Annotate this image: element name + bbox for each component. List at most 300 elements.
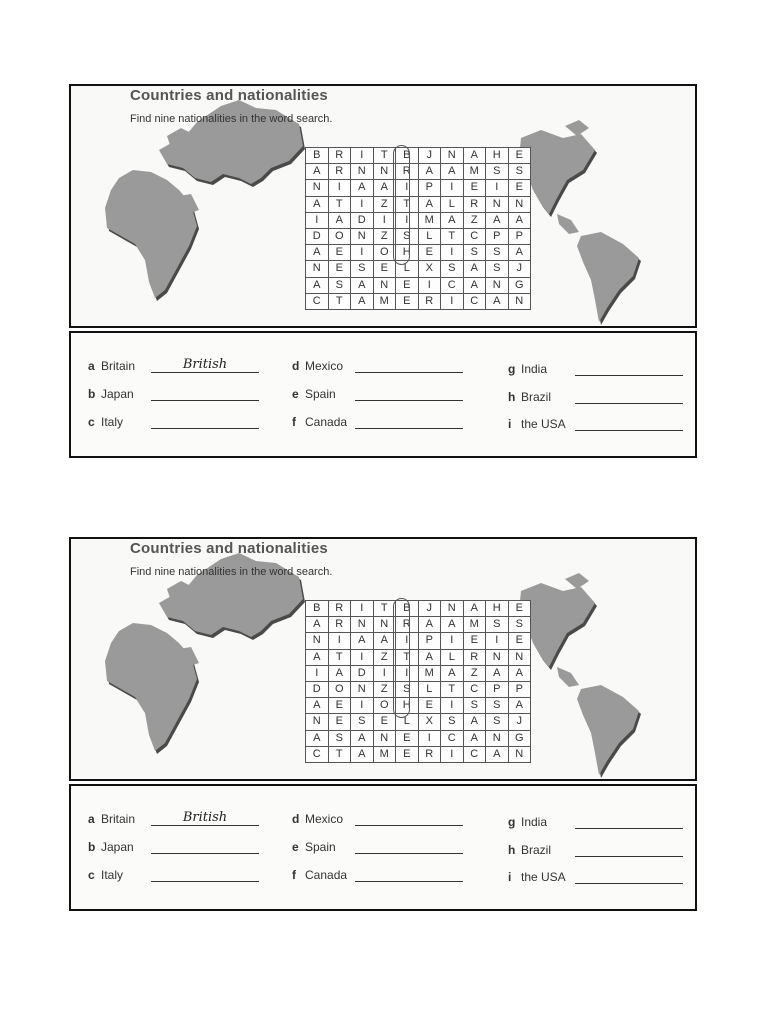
grid-cell[interactable]: P bbox=[418, 633, 441, 649]
grid-row bbox=[306, 212, 531, 228]
grid-cell[interactable]: A bbox=[486, 746, 509, 762]
grid-cell[interactable]: C bbox=[306, 293, 329, 309]
grid-cell[interactable]: E bbox=[328, 698, 351, 714]
grid-cell[interactable]: T bbox=[441, 228, 464, 244]
grid-cell[interactable]: N bbox=[486, 649, 509, 665]
grid-cell[interactable]: A bbox=[373, 633, 396, 649]
grid-cell[interactable]: A bbox=[441, 212, 464, 228]
grid-cell[interactable]: A bbox=[441, 164, 464, 180]
grid-cell[interactable]: S bbox=[351, 714, 374, 730]
grid-cell[interactable]: N bbox=[508, 293, 531, 309]
grid-cell[interactable]: E bbox=[396, 730, 419, 746]
grid-cell[interactable]: L bbox=[441, 649, 464, 665]
grid-cell[interactable]: I bbox=[373, 212, 396, 228]
grid-cell[interactable]: O bbox=[373, 245, 396, 261]
grid-cell[interactable]: A bbox=[351, 180, 374, 196]
question-country: Brazil bbox=[521, 843, 552, 857]
grid-cell[interactable]: P bbox=[486, 681, 509, 697]
grid-cell[interactable]: I bbox=[351, 196, 374, 212]
grid-cell[interactable]: A bbox=[463, 277, 486, 293]
grid-cell[interactable]: A bbox=[306, 649, 329, 665]
grid-row bbox=[306, 164, 531, 180]
grid-cell[interactable]: H bbox=[396, 245, 419, 261]
grid-cell[interactable]: E bbox=[508, 633, 531, 649]
grid-cell[interactable]: J bbox=[508, 261, 531, 277]
question-country: Mexico bbox=[305, 359, 344, 373]
worksheet-top bbox=[69, 84, 697, 458]
grid-cell[interactable]: E bbox=[418, 245, 441, 261]
grid-cell[interactable]: T bbox=[328, 293, 351, 309]
grid-cell[interactable]: S bbox=[396, 228, 419, 244]
grid-cell[interactable]: A bbox=[508, 698, 531, 714]
grid-cell[interactable]: G bbox=[508, 277, 531, 293]
question-the-usa bbox=[508, 869, 683, 884]
grid-cell[interactable]: B bbox=[396, 148, 419, 164]
grid-cell[interactable]: N bbox=[441, 601, 464, 617]
grid-cell[interactable]: A bbox=[306, 698, 329, 714]
grid-cell[interactable]: S bbox=[486, 617, 509, 633]
grid-cell[interactable]: E bbox=[396, 277, 419, 293]
question-britain bbox=[88, 811, 259, 826]
grid-cell[interactable]: I bbox=[396, 665, 419, 681]
grid-cell[interactable]: E bbox=[418, 698, 441, 714]
question-letter: e bbox=[292, 840, 299, 854]
grid-cell[interactable]: B bbox=[306, 148, 329, 164]
grid-cell[interactable]: S bbox=[463, 245, 486, 261]
grid-cell[interactable]: N bbox=[351, 164, 374, 180]
grid-cell[interactable]: A bbox=[306, 277, 329, 293]
answer-blank[interactable] bbox=[355, 867, 463, 882]
grid-cell[interactable]: A bbox=[508, 245, 531, 261]
question-letter: b bbox=[88, 840, 96, 854]
grid-cell[interactable]: P bbox=[486, 228, 509, 244]
grid-row bbox=[306, 617, 531, 633]
grid-row bbox=[306, 649, 531, 665]
grid-cell[interactable]: N bbox=[508, 649, 531, 665]
question-country: India bbox=[521, 362, 548, 376]
grid-cell[interactable]: E bbox=[328, 714, 351, 730]
grid-cell[interactable]: R bbox=[463, 196, 486, 212]
answer-blank[interactable] bbox=[151, 414, 259, 429]
grid-cell[interactable]: A bbox=[486, 293, 509, 309]
grid-cell[interactable]: S bbox=[441, 714, 464, 730]
grid-cell[interactable]: O bbox=[328, 681, 351, 697]
grid-cell[interactable]: M bbox=[373, 293, 396, 309]
grid-cell[interactable]: S bbox=[486, 698, 509, 714]
grid-cell[interactable]: L bbox=[441, 196, 464, 212]
grid-cell[interactable]: A bbox=[418, 649, 441, 665]
grid-cell[interactable]: S bbox=[486, 245, 509, 261]
answer-blank[interactable] bbox=[355, 839, 463, 854]
question-letter: f bbox=[292, 415, 296, 429]
grid-cell[interactable]: A bbox=[373, 180, 396, 196]
answer-blank[interactable] bbox=[355, 414, 463, 429]
grid-cell[interactable]: A bbox=[351, 746, 374, 762]
grid-row bbox=[306, 633, 531, 649]
grid-cell[interactable]: J bbox=[418, 148, 441, 164]
word-search-panel bbox=[69, 537, 697, 781]
grid-cell[interactable]: A bbox=[306, 730, 329, 746]
question-country: Japan bbox=[101, 840, 134, 854]
grid-cell[interactable]: M bbox=[463, 617, 486, 633]
grid-cell[interactable]: T bbox=[441, 681, 464, 697]
grid-cell[interactable]: R bbox=[328, 164, 351, 180]
question-japan bbox=[88, 386, 259, 401]
grid-cell[interactable]: R bbox=[463, 649, 486, 665]
grid-cell[interactable]: E bbox=[463, 633, 486, 649]
grid-cell[interactable]: N bbox=[306, 180, 329, 196]
question-japan bbox=[88, 839, 259, 854]
question-country: Canada bbox=[305, 868, 348, 882]
grid-cell[interactable]: S bbox=[508, 164, 531, 180]
grid-cell[interactable]: A bbox=[418, 164, 441, 180]
question-mexico bbox=[292, 811, 463, 826]
grid-cell[interactable]: T bbox=[373, 148, 396, 164]
grid-cell[interactable]: S bbox=[441, 261, 464, 277]
grid-cell[interactable]: T bbox=[396, 649, 419, 665]
question-letter: i bbox=[508, 417, 512, 431]
grid-cell[interactable]: A bbox=[328, 212, 351, 228]
question-letter: c bbox=[88, 415, 95, 429]
grid-cell[interactable]: I bbox=[351, 601, 374, 617]
grid-cell[interactable]: C bbox=[463, 746, 486, 762]
question-country: Canada bbox=[305, 415, 348, 429]
grid-cell[interactable]: I bbox=[441, 180, 464, 196]
grid-cell[interactable]: I bbox=[396, 633, 419, 649]
question-letter: c bbox=[88, 868, 95, 882]
question-country: Brazil bbox=[521, 390, 552, 404]
grid-cell[interactable]: A bbox=[306, 196, 329, 212]
grid-row bbox=[306, 698, 531, 714]
grid-cell[interactable]: S bbox=[396, 681, 419, 697]
grid-cell[interactable]: D bbox=[306, 681, 329, 697]
question-letter: g bbox=[508, 815, 516, 829]
answer-blank[interactable]: British bbox=[151, 358, 259, 373]
question-letter: d bbox=[292, 812, 300, 826]
grid-cell[interactable]: A bbox=[351, 277, 374, 293]
grid-cell[interactable]: S bbox=[328, 730, 351, 746]
grid-cell[interactable]: L bbox=[396, 261, 419, 277]
grid-cell[interactable]: I bbox=[441, 245, 464, 261]
answer-blank[interactable] bbox=[151, 386, 259, 401]
grid-row bbox=[306, 730, 531, 746]
grid-cell[interactable]: D bbox=[306, 228, 329, 244]
grid-cell[interactable]: R bbox=[328, 601, 351, 617]
grid-cell[interactable]: N bbox=[373, 730, 396, 746]
grid-cell[interactable]: C bbox=[441, 277, 464, 293]
grid-cell[interactable]: D bbox=[351, 665, 374, 681]
grid-cell[interactable]: A bbox=[306, 164, 329, 180]
question-letter: a bbox=[88, 812, 95, 826]
question-india bbox=[508, 361, 683, 376]
grid-cell[interactable]: I bbox=[441, 746, 464, 762]
question-letter: g bbox=[508, 362, 516, 376]
grid-cell[interactable]: E bbox=[396, 746, 419, 762]
question-italy bbox=[88, 867, 259, 882]
grid-cell[interactable]: X bbox=[418, 261, 441, 277]
grid-cell[interactable]: H bbox=[486, 148, 509, 164]
grid-cell[interactable]: C bbox=[463, 228, 486, 244]
grid-cell[interactable]: C bbox=[463, 293, 486, 309]
grid-cell[interactable]: S bbox=[486, 164, 509, 180]
question-letter: e bbox=[292, 387, 299, 401]
question-letter: i bbox=[508, 870, 512, 884]
answer-blank[interactable]: British bbox=[151, 811, 259, 826]
grid-row bbox=[306, 148, 531, 164]
grid-cell[interactable]: S bbox=[508, 617, 531, 633]
grid-cell[interactable]: O bbox=[373, 698, 396, 714]
grid-cell[interactable]: L bbox=[418, 228, 441, 244]
grid-cell[interactable]: J bbox=[418, 601, 441, 617]
question-country: the USA bbox=[521, 870, 566, 884]
grid-cell[interactable]: Z bbox=[373, 649, 396, 665]
answer-blank[interactable] bbox=[575, 416, 683, 431]
grid-cell[interactable]: T bbox=[396, 196, 419, 212]
grid-cell[interactable]: A bbox=[463, 714, 486, 730]
grid-cell[interactable]: A bbox=[351, 730, 374, 746]
grid-cell[interactable]: E bbox=[396, 293, 419, 309]
worksheet-instruction: Find nine nationalities in the word search. bbox=[130, 113, 333, 125]
grid-row bbox=[306, 261, 531, 277]
grid-cell[interactable]: E bbox=[508, 180, 531, 196]
answer-blank[interactable] bbox=[355, 811, 463, 826]
grid-cell[interactable]: S bbox=[351, 261, 374, 277]
grid-row bbox=[306, 196, 531, 212]
grid-cell[interactable]: B bbox=[396, 601, 419, 617]
answer-blank[interactable] bbox=[575, 361, 683, 376]
grid-cell[interactable]: I bbox=[418, 730, 441, 746]
grid-cell[interactable]: N bbox=[486, 277, 509, 293]
grid-cell[interactable]: T bbox=[328, 196, 351, 212]
question-country: Italy bbox=[101, 868, 124, 882]
grid-cell[interactable]: B bbox=[306, 601, 329, 617]
grid-cell[interactable]: M bbox=[373, 746, 396, 762]
grid-cell[interactable]: R bbox=[418, 746, 441, 762]
question-italy bbox=[88, 414, 259, 429]
grid-row bbox=[306, 746, 531, 762]
grid-row bbox=[306, 601, 531, 617]
grid-cell[interactable]: A bbox=[463, 601, 486, 617]
grid-cell[interactable]: R bbox=[396, 164, 419, 180]
grid-cell[interactable]: I bbox=[418, 277, 441, 293]
grid-cell[interactable]: N bbox=[373, 164, 396, 180]
grid-cell[interactable]: H bbox=[486, 601, 509, 617]
grid-cell[interactable]: I bbox=[306, 665, 329, 681]
grid-cell[interactable]: T bbox=[328, 649, 351, 665]
grid-cell[interactable]: S bbox=[486, 714, 509, 730]
grid-cell[interactable]: Z bbox=[373, 681, 396, 697]
question-canada bbox=[292, 414, 463, 429]
grid-cell[interactable]: E bbox=[328, 245, 351, 261]
grid-cell[interactable]: T bbox=[373, 601, 396, 617]
question-country: Spain bbox=[305, 387, 336, 401]
grid-cell[interactable]: M bbox=[418, 212, 441, 228]
grid-cell[interactable]: N bbox=[373, 617, 396, 633]
grid-cell[interactable]: N bbox=[441, 148, 464, 164]
question-brazil bbox=[508, 842, 683, 857]
grid-cell[interactable]: N bbox=[306, 714, 329, 730]
grid-cell[interactable]: A bbox=[441, 617, 464, 633]
worksheet-instruction: Find nine nationalities in the word search. bbox=[130, 566, 333, 578]
grid-cell[interactable]: Z bbox=[373, 196, 396, 212]
grid-cell[interactable]: T bbox=[328, 746, 351, 762]
grid-cell[interactable]: N bbox=[306, 261, 329, 277]
answer-blank[interactable] bbox=[151, 839, 259, 854]
grid-row bbox=[306, 180, 531, 196]
grid-cell[interactable]: N bbox=[373, 277, 396, 293]
grid-cell[interactable]: N bbox=[306, 633, 329, 649]
grid-cell[interactable]: S bbox=[463, 698, 486, 714]
grid-cell[interactable]: J bbox=[508, 714, 531, 730]
answer-blank[interactable] bbox=[575, 842, 683, 857]
grid-cell[interactable]: E bbox=[508, 601, 531, 617]
grid-cell[interactable]: I bbox=[351, 649, 374, 665]
answer-panel bbox=[69, 331, 697, 458]
grid-cell[interactable]: N bbox=[486, 196, 509, 212]
worksheet-title: Countries and nationalities bbox=[130, 87, 328, 104]
grid-cell[interactable]: R bbox=[328, 617, 351, 633]
worksheet-bottom bbox=[69, 537, 697, 911]
question-india bbox=[508, 814, 683, 829]
question-country: the USA bbox=[521, 417, 566, 431]
grid-cell[interactable]: A bbox=[486, 212, 509, 228]
grid-cell[interactable]: I bbox=[373, 665, 396, 681]
grid-cell[interactable]: I bbox=[328, 633, 351, 649]
grid-cell[interactable]: E bbox=[328, 261, 351, 277]
answer-blank[interactable] bbox=[575, 869, 683, 884]
answer-panel bbox=[69, 784, 697, 911]
grid-cell[interactable]: I bbox=[351, 698, 374, 714]
grid-cell[interactable]: M bbox=[418, 665, 441, 681]
grid-cell[interactable]: A bbox=[508, 212, 531, 228]
grid-cell[interactable]: D bbox=[351, 212, 374, 228]
grid-cell[interactable]: I bbox=[441, 293, 464, 309]
grid-cell[interactable]: S bbox=[328, 277, 351, 293]
grid-cell[interactable]: M bbox=[463, 164, 486, 180]
grid-cell[interactable]: I bbox=[351, 245, 374, 261]
grid-cell[interactable]: A bbox=[418, 196, 441, 212]
grid-cell[interactable]: I bbox=[306, 212, 329, 228]
question-letter: h bbox=[508, 843, 516, 857]
grid-cell[interactable]: A bbox=[328, 665, 351, 681]
question-letter: a bbox=[88, 359, 95, 373]
grid-cell[interactable]: E bbox=[373, 714, 396, 730]
grid-cell[interactable]: N bbox=[351, 617, 374, 633]
grid-cell[interactable]: C bbox=[306, 746, 329, 762]
grid-cell[interactable]: S bbox=[486, 261, 509, 277]
question-britain bbox=[88, 358, 259, 373]
grid-cell[interactable]: G bbox=[508, 730, 531, 746]
grid-cell[interactable]: C bbox=[441, 730, 464, 746]
question-letter: f bbox=[292, 868, 296, 882]
grid-cell[interactable]: E bbox=[373, 261, 396, 277]
grid-row bbox=[306, 277, 531, 293]
grid-cell[interactable]: A bbox=[418, 617, 441, 633]
question-letter: h bbox=[508, 390, 516, 404]
grid-cell[interactable]: R bbox=[418, 293, 441, 309]
answer-blank[interactable] bbox=[151, 867, 259, 882]
grid-cell[interactable]: Z bbox=[463, 665, 486, 681]
question-country: India bbox=[521, 815, 548, 829]
question-the-usa bbox=[508, 416, 683, 431]
grid-cell[interactable]: A bbox=[306, 245, 329, 261]
question-country: Britain bbox=[101, 359, 136, 373]
grid-cell[interactable]: P bbox=[508, 681, 531, 697]
grid-cell[interactable]: H bbox=[396, 698, 419, 714]
question-country: Japan bbox=[101, 387, 134, 401]
grid-cell[interactable]: I bbox=[396, 212, 419, 228]
question-country: Spain bbox=[305, 840, 336, 854]
grid-cell[interactable]: I bbox=[441, 633, 464, 649]
answer-blank[interactable] bbox=[575, 814, 683, 829]
grid-cell[interactable]: N bbox=[351, 681, 374, 697]
grid-cell[interactable]: A bbox=[486, 665, 509, 681]
grid-cell[interactable]: C bbox=[463, 681, 486, 697]
grid-cell[interactable]: N bbox=[351, 228, 374, 244]
grid-row bbox=[306, 228, 531, 244]
grid-cell[interactable]: A bbox=[351, 633, 374, 649]
word-search-grid bbox=[305, 147, 531, 310]
grid-cell[interactable]: A bbox=[463, 148, 486, 164]
question-letter: b bbox=[88, 387, 96, 401]
grid-cell[interactable]: R bbox=[328, 148, 351, 164]
grid-cell[interactable]: Z bbox=[373, 228, 396, 244]
answer-blank[interactable] bbox=[355, 358, 463, 373]
grid-cell[interactable]: P bbox=[418, 180, 441, 196]
grid-cell[interactable]: I bbox=[328, 180, 351, 196]
question-letter: d bbox=[292, 359, 300, 373]
grid-cell[interactable]: L bbox=[396, 714, 419, 730]
grid-cell[interactable]: A bbox=[351, 293, 374, 309]
grid-cell[interactable]: A bbox=[463, 730, 486, 746]
grid-cell[interactable]: Z bbox=[463, 212, 486, 228]
grid-cell[interactable]: A bbox=[463, 261, 486, 277]
grid-cell[interactable]: L bbox=[418, 681, 441, 697]
grid-cell[interactable]: E bbox=[463, 180, 486, 196]
grid-row bbox=[306, 293, 531, 309]
question-brazil bbox=[508, 389, 683, 404]
question-country: Mexico bbox=[305, 812, 344, 826]
grid-cell[interactable]: N bbox=[508, 196, 531, 212]
answer-blank[interactable] bbox=[355, 386, 463, 401]
question-canada bbox=[292, 867, 463, 882]
grid-cell[interactable]: N bbox=[508, 746, 531, 762]
grid-row bbox=[306, 245, 531, 261]
grid-cell[interactable]: N bbox=[486, 730, 509, 746]
grid-cell[interactable]: A bbox=[306, 617, 329, 633]
grid-cell[interactable]: I bbox=[441, 698, 464, 714]
grid-cell[interactable]: I bbox=[486, 633, 509, 649]
grid-cell[interactable]: O bbox=[328, 228, 351, 244]
answer-blank[interactable] bbox=[575, 389, 683, 404]
word-search-grid bbox=[305, 600, 531, 763]
grid-cell[interactable]: I bbox=[486, 180, 509, 196]
grid-cell[interactable]: X bbox=[418, 714, 441, 730]
grid-cell[interactable]: I bbox=[396, 180, 419, 196]
grid-row bbox=[306, 665, 531, 681]
grid-cell[interactable]: I bbox=[351, 148, 374, 164]
grid-cell[interactable]: E bbox=[508, 148, 531, 164]
grid-cell[interactable]: R bbox=[396, 617, 419, 633]
question-country: Italy bbox=[101, 415, 124, 429]
grid-cell[interactable]: A bbox=[441, 665, 464, 681]
word-search-panel bbox=[69, 84, 697, 328]
grid-row bbox=[306, 714, 531, 730]
grid-cell[interactable]: P bbox=[508, 228, 531, 244]
question-spain bbox=[292, 839, 463, 854]
grid-row bbox=[306, 681, 531, 697]
grid-cell[interactable]: A bbox=[508, 665, 531, 681]
